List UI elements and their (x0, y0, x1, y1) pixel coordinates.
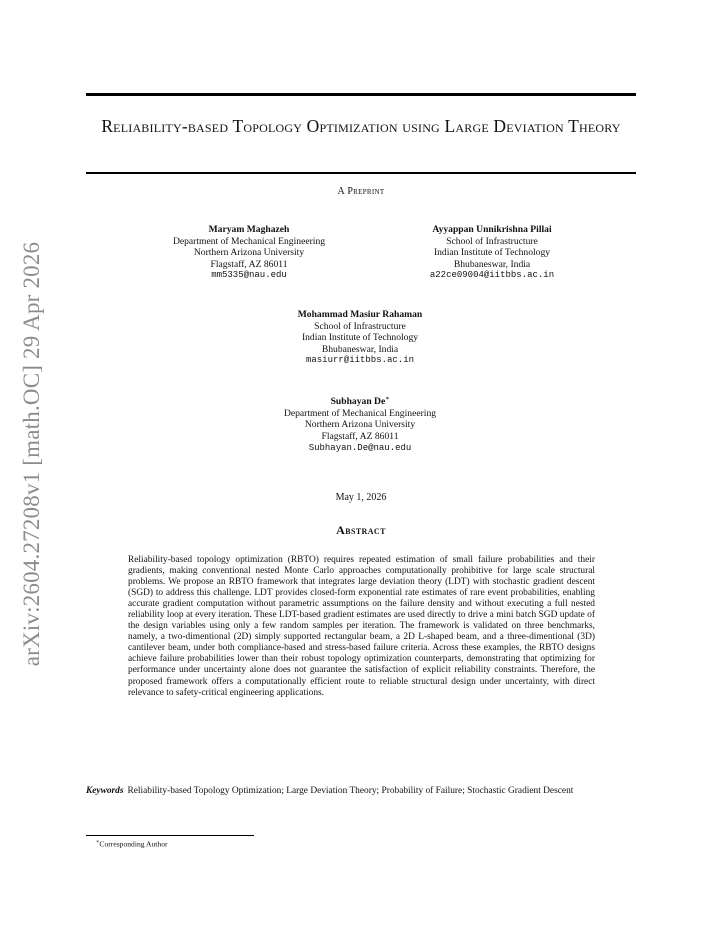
author-name (240, 394, 480, 408)
author-location: Flagstaff, AZ 86011 (321, 430, 399, 442)
author-email[interactable]: masiurr@iitbbs.ac.in (305, 355, 415, 366)
author-email[interactable]: mm5335@nau.edu (211, 270, 287, 281)
author-email[interactable]: Subhayan.De@nau.edu (308, 442, 412, 453)
footnote-text: Corresponding Author (99, 839, 168, 849)
author-block-4 (240, 394, 480, 454)
author-name: Mohammad Masiur Rahaman (297, 309, 423, 320)
footnote-rule (86, 835, 254, 836)
keywords-text: Reliability-based Topology Optimization; Large Deviation Theory; Probability of Failure; Stochastic Gradient Descent (127, 786, 574, 796)
author-department: Department of Mechanical Engineering (283, 407, 437, 419)
author-email[interactable]: a22ce09004@iitbbs.ac.in (429, 270, 555, 281)
author-institution: Indian Institute of Technology (301, 332, 419, 344)
paper-title: Reliability-based Topology Optimization using Large Deviation Theory (101, 116, 621, 136)
corresponding-author-marker: ∗ (385, 396, 390, 402)
arxiv-identifier-text: arXiv:2604.27208v1 [math.OC] 29 Apr 2026 (19, 241, 44, 667)
preprint-label: A Preprint (337, 186, 385, 197)
author-department: School of Infrastructure (446, 235, 538, 247)
abstract-body: Reliability-based topology optimization (RBTO) requires repeated estimation of small failure probabilities and their gradients, making conventional nested Monte Carlo approaches computationally prohibitive for large scale structural problems. We propose an RBTO framework that integrates large deviation theory (LDT) with stochastic gradient descent (SGD) to address this challenge. LDT provides closed-form exponential rate estimates of rare event probabilities, enabling accurate gradient computation without parametric assumptions on the failure density and without executing a full nested reliability loop at every iteration. These LDT-based gradient estimates are used directly to drive a mini batch SGD update of the design variables using only a few random samples per iteration. The framework is validated on three benchmarks, namely, a two-dimentional (2D) simply supported rectangular beam, a 2D L-shaped beam, and a three-dimentional (3D) cantilever beam, under both compliance-based and stress-based failure criteria. Across these examples, the RBTO designs achieve failure probabilities lower than their robust topology optimization counterparts, demonstrating that optimizing for performance under uncertainty alone does not guarantee the satisfaction of explicit reliability constraints. Therefore, the proposed framework offers a computationally efficient route to reliable structural design under uncertainty, with direct relevance to safety-critical engineering applications. (128, 555, 595, 698)
footnote-marker: ∗ (96, 840, 100, 845)
author-institution: Northern Arizona University (193, 247, 305, 259)
keywords-section (86, 786, 636, 797)
arxiv-identifier-stamp (6, 241, 58, 667)
author-block-2 (394, 224, 590, 282)
author-department: School of Infrastructure (314, 320, 406, 332)
keywords-label: Keywords (86, 786, 124, 796)
publication-date: May 1, 2026 (335, 492, 387, 503)
author-institution: Indian Institute of Technology (433, 247, 551, 259)
author-institution: Northern Arizona University (304, 419, 416, 431)
author-block-3 (240, 309, 480, 367)
author-location: Flagstaff, AZ 86011 (210, 258, 288, 270)
author-location: Bhubaneswar, India (453, 258, 531, 270)
footnote (96, 839, 168, 849)
author-block-1 (146, 224, 352, 282)
author-name: Ayyappan Unnikrishna Pillai (432, 224, 552, 235)
author-name: Maryam Maghazeh (208, 224, 290, 235)
author-location: Bhubaneswar, India (321, 343, 399, 355)
abstract-heading: Abstract (336, 523, 386, 537)
title-top-rule (86, 93, 636, 96)
author-name-text: Subhayan De (330, 396, 386, 408)
title-bottom-rule (86, 172, 636, 174)
author-department: Department of Mechanical Engineering (172, 235, 326, 247)
